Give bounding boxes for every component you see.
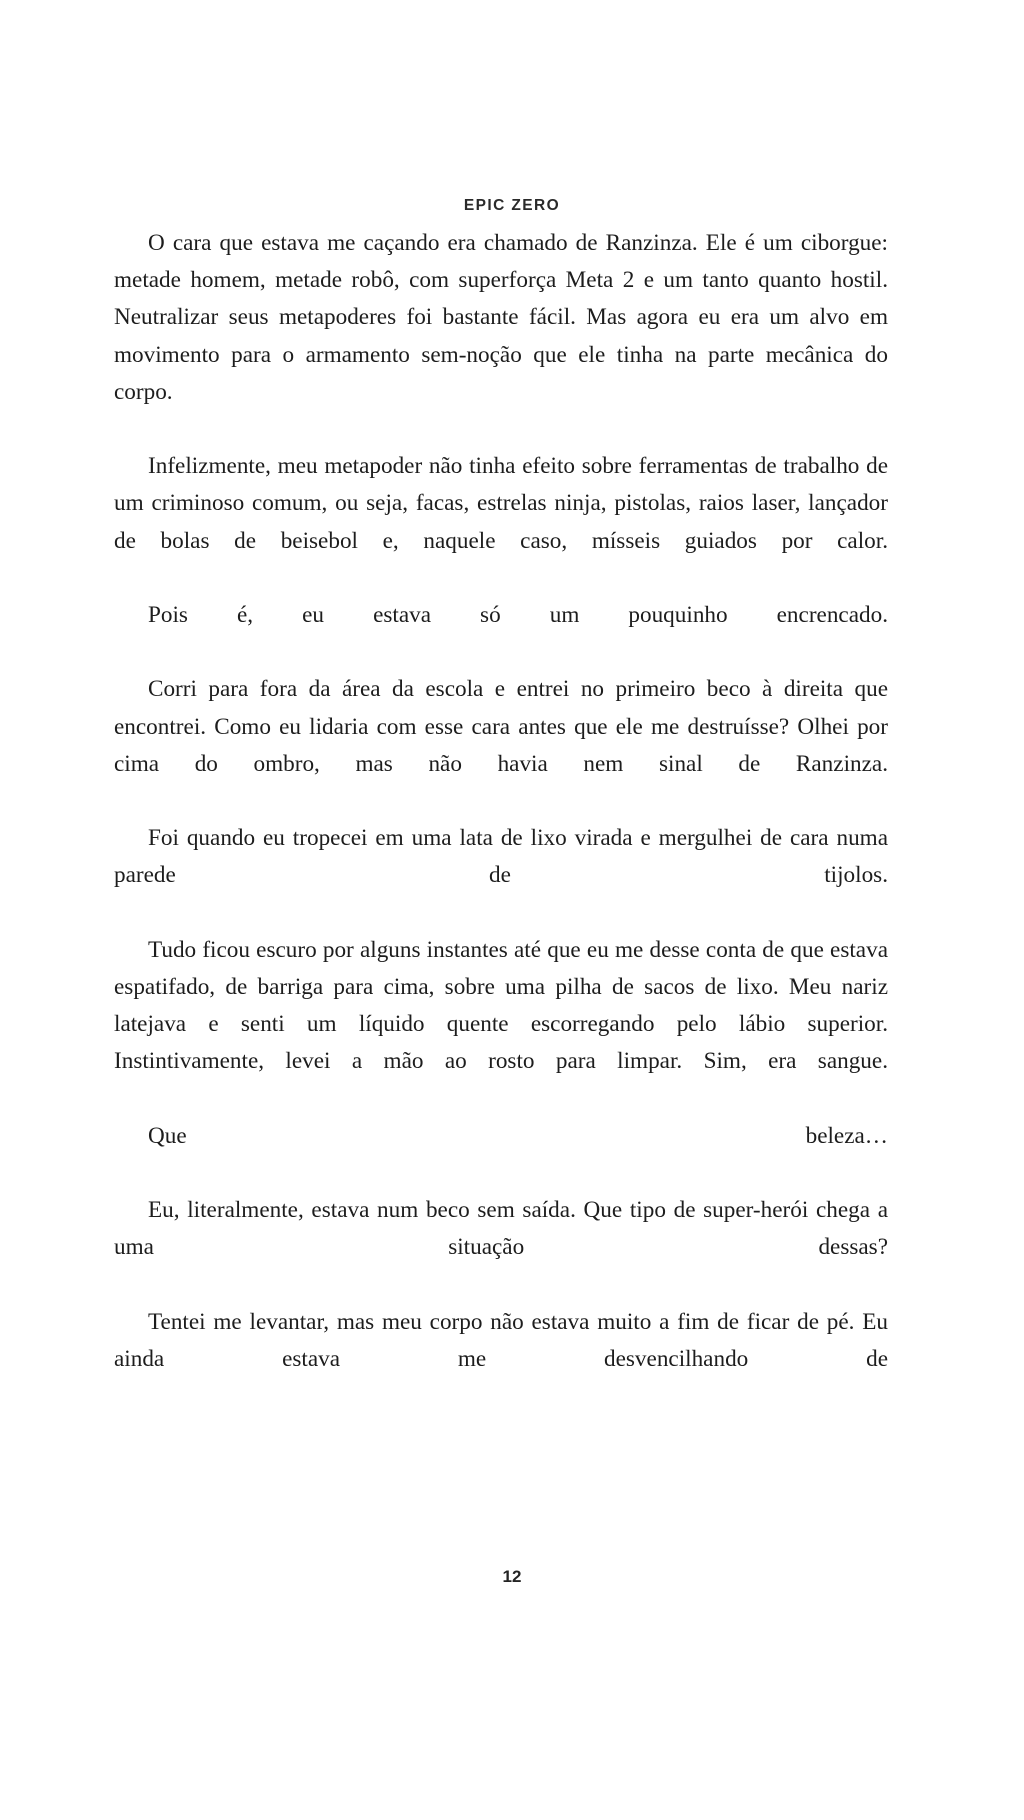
paragraph: Que beleza… (148, 1122, 888, 1149)
paragraph: Tudo ficou escuro por alguns instantes até que eu me desse conta de que estava espatifado, de barriga para cima, sobre uma pilha de sacos de lixo. Meu nariz latejava e senti um líquido quente escorregando pelo lábio superior. Instintivamente, levei a mão ao rosto para limpar. Sim, era sangue. (114, 936, 888, 1075)
paragraph: Eu, literalmente, estava num beco sem saída. Que tipo de super-herói chega a uma situação dessas? (114, 1197, 888, 1261)
page-number: 12 (502, 1567, 522, 1586)
paragraph: Corri para fora da área da escola e entrei no primeiro beco à direita que encontrei. Como eu lidaria com esse cara antes que ele me destruísse? Olhei por cima do ombro, mas não havia nem sinal de Ranzinza. (114, 676, 888, 777)
paragraph: Pois é, eu estava só um pouquinho encrencado. (148, 602, 888, 629)
paragraph: Infelizmente, meu metapoder não tinha efeito sobre ferramentas de trabalho de um criminoso comum, ou seja, facas, estrelas ninja, pistolas, raios laser, lançador de bolas de beisebol e, naquele caso, mísseis guiados por calor. (114, 453, 888, 554)
paragraph: Tentei me levantar, mas meu corpo não estava muito a fim de ficar de pé. Eu ainda estava me desvencilhando de (114, 1308, 888, 1373)
running-header: EPIC ZERO (463, 197, 561, 214)
body-text-block (114, 225, 888, 1416)
paragraph: Foi quando eu tropecei em uma lata de lixo virada e mergulhei de cara numa parede de tijolos. (114, 825, 888, 889)
paragraph: O cara que estava me caçando era chamado de Ranzinza. Ele é um ciborgue: metade homem, metade robô, com superforça Meta 2 e um tanto quanto hostil. Neutralizar seus metapoderes foi bastante fácil. Mas agora eu era um alvo em movimento para o armamento sem-noção que ele tinha na parte mecânica do corpo. (114, 230, 888, 405)
